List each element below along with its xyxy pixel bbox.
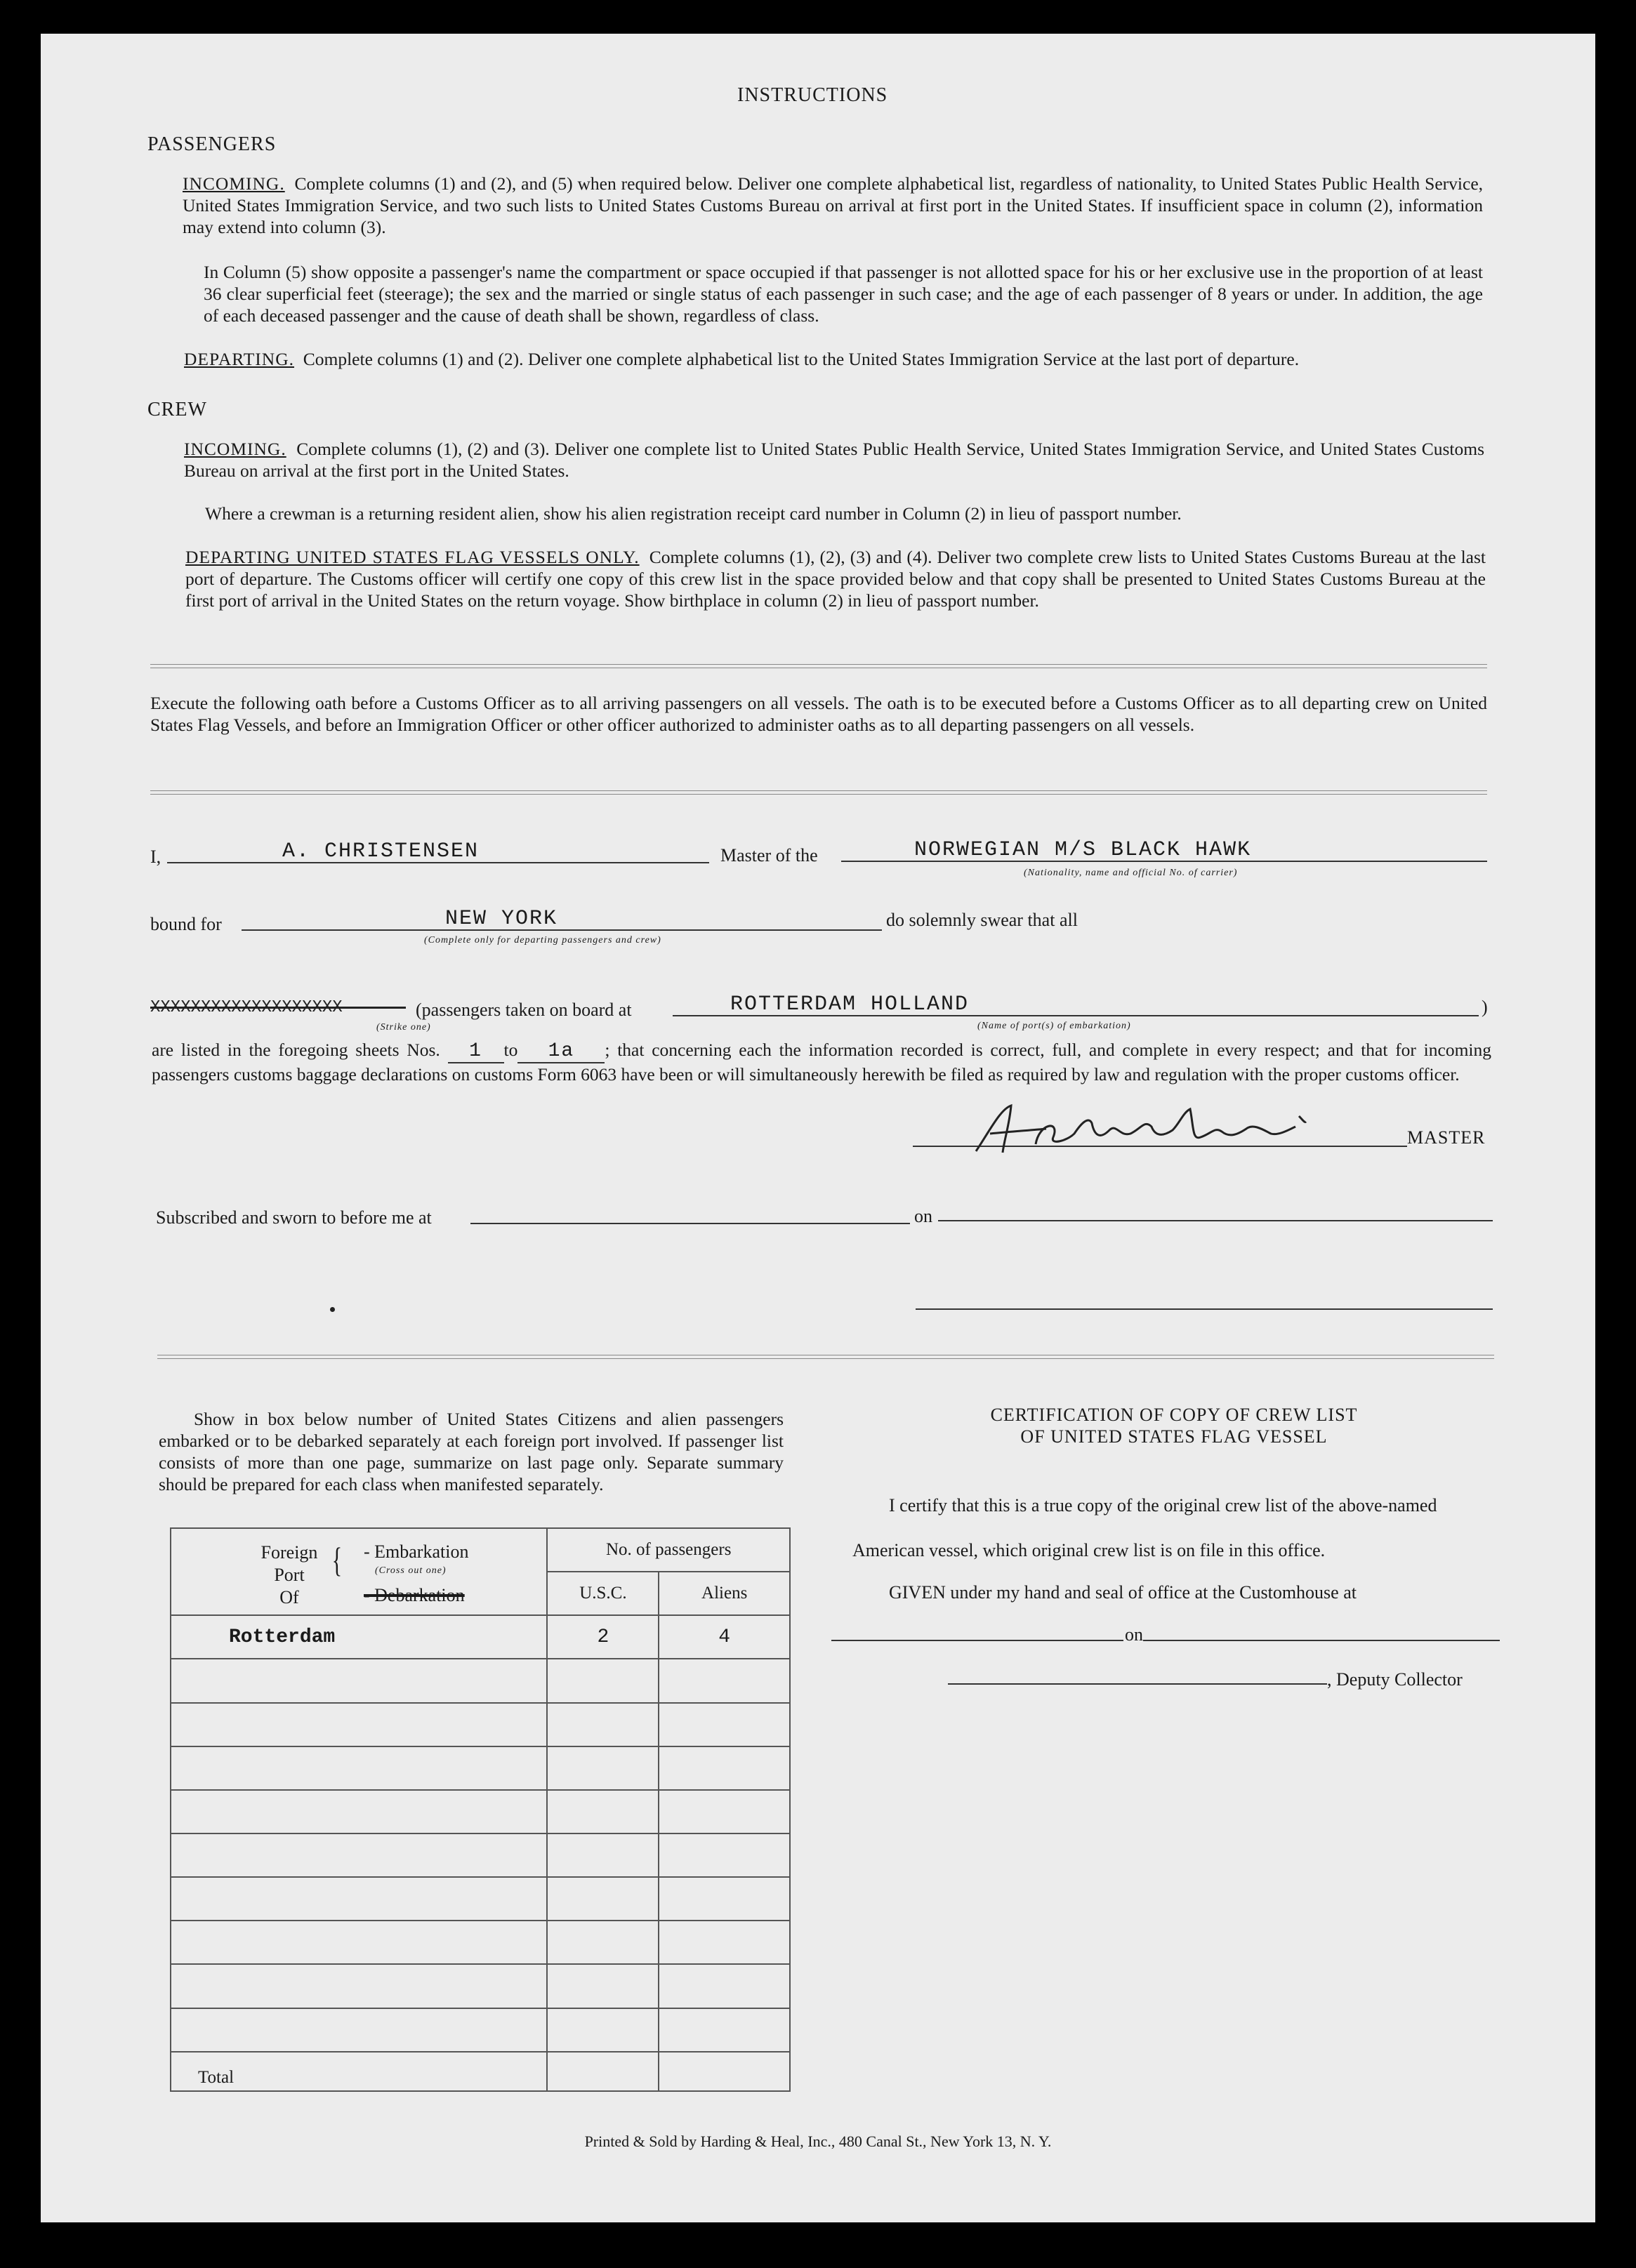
listed-label: are listed in the foregoing sheets Nos. (152, 1040, 440, 1060)
struck-out-text: XXXXXXXXXXXXXXXXXXX (150, 998, 343, 1017)
instructions-title: INSTRUCTIONS (737, 84, 888, 106)
table-body (171, 1615, 790, 2052)
table-row (171, 1659, 790, 1702)
row-port-cell[interactable] (171, 1921, 547, 1964)
passengers-departing-paragraph (184, 348, 1483, 370)
row-aliens-cell[interactable] (659, 1833, 790, 1877)
brace-icon: { (331, 1540, 343, 1579)
row-aliens-cell[interactable] (659, 1703, 790, 1746)
row-usc-cell[interactable] (547, 1921, 659, 1964)
certification-date-line (1143, 1640, 1500, 1641)
cross-out-caption: (Cross out one) (375, 1565, 447, 1576)
passengers-incoming-paragraph (183, 173, 1483, 238)
table-row (171, 2008, 790, 2052)
port-close-paren: ) (1482, 997, 1488, 1017)
destination-line (242, 929, 882, 931)
port-label: Port (274, 1565, 305, 1585)
row-port-cell[interactable] (171, 2008, 547, 2052)
sheet-from[interactable]: 1 (469, 1040, 482, 1062)
row-aliens-cell[interactable] (659, 1790, 790, 1833)
listed-paragraph (152, 1039, 1491, 1085)
section-divider (150, 790, 1487, 795)
subscribed-label: Subscribed and sworn to before me at (156, 1207, 432, 1228)
table-row (171, 1615, 790, 1659)
embarkation-option[interactable]: - Embarkation (364, 1541, 469, 1562)
row-aliens-cell[interactable] (659, 2008, 790, 2052)
sheet-to[interactable]: 1a (548, 1040, 575, 1062)
passengers-column5-paragraph: In Column (5) show opposite a passenger's name the compartment or space occupied if that passenger is not allotted space for his or her exclusive use in the proportion of at least 36 clear superficial feet (steerage); the sex and the married or single status of each passenger in such case; and the age of each passenger of 8 years or under. In addition, the age of each deceased passenger and the cause of death shall be shown, regardless of class. (204, 262, 1483, 326)
row-port-cell[interactable]: Rotterdam (171, 1615, 547, 1659)
table-row (171, 1964, 790, 2008)
total-usc-cell[interactable] (547, 2052, 659, 2091)
oath-i-label: I, (150, 847, 161, 867)
row-usc-cell[interactable] (547, 1964, 659, 2008)
subscribed-place-line (470, 1223, 910, 1224)
officer-signature-line (916, 1308, 1493, 1310)
aliens-header: Aliens (659, 1572, 790, 1615)
section-divider (157, 1355, 1494, 1359)
table-row (171, 1703, 790, 1746)
subscribed-on-label: on (914, 1206, 932, 1226)
total-label: Total (171, 2052, 547, 2091)
taken-on-board-label: (passengers taken on board at (416, 1000, 632, 1020)
row-usc-cell[interactable] (547, 1703, 659, 1746)
table-row (171, 1790, 790, 1833)
row-usc-cell[interactable] (547, 1833, 659, 1877)
row-usc-cell[interactable] (547, 2008, 659, 2052)
row-usc-cell[interactable] (547, 1746, 659, 1790)
port-caption: (Name of port(s) of embarkation) (977, 1021, 1131, 1031)
passengers-departing-label: DEPARTING. (184, 349, 294, 369)
usc-header: U.S.C. (547, 1572, 659, 1615)
master-name[interactable]: A. CHRISTENSEN (282, 840, 480, 863)
total-aliens-cell[interactable] (659, 2052, 790, 2091)
crew-departing-text: Complete columns (1), (2), (3) and (4). Deliver two complete crew lists to United States Customs Bureau at the last port of departure. The Customs officer will certify one copy of this crew list in the space provided below and that copy shall be presented to United States Customs Bureau at the first port of arrival in the United States on the return voyage. Show birthplace in column (2) in lieu of passport number. (185, 547, 1486, 611)
row-aliens-cell[interactable] (659, 1964, 790, 2008)
swear-label: do solemnly swear that all (886, 910, 1078, 930)
row-usc-cell[interactable] (547, 1877, 659, 1921)
row-aliens-cell[interactable] (659, 1746, 790, 1790)
row-port-cell[interactable] (171, 1833, 547, 1877)
row-aliens-cell[interactable] (659, 1877, 790, 1921)
destination-caption: (Complete only for departing passengers and crew) (424, 935, 661, 946)
crew-departing-label: DEPARTING UNITED STATES FLAG VESSELS ONLY. (185, 547, 640, 567)
of-label: Of (279, 1587, 299, 1607)
ink-dot (330, 1307, 335, 1312)
crew-heading: CREW (147, 399, 207, 420)
oath-intro-paragraph: Execute the following oath before a Customs Officer as to all arriving passengers on all vessels. The oath is to be executed before a Customs Officer as to all departing crew on United States Flag Vessels, and before an Immigration Officer or other officer authorized to administer oaths as to all departing passengers on all vessels. (150, 693, 1487, 735)
printer-footer: Printed & Sold by Harding & Heal, Inc., 480 Canal St., New York 13, N. Y. (584, 2133, 1052, 2150)
certification-on-label: on (1125, 1624, 1143, 1645)
passengers-heading: PASSENGERS (147, 133, 277, 155)
debarkation-option[interactable]: - Debarkation (364, 1585, 465, 1605)
table-row (171, 1877, 790, 1921)
crew-departing-paragraph (185, 546, 1486, 611)
embarkation-port[interactable]: ROTTERDAM HOLLAND (730, 993, 970, 1016)
row-port-cell[interactable] (171, 1746, 547, 1790)
port-header-cell (171, 1528, 547, 1615)
crew-incoming-label: INCOMING. (184, 439, 286, 459)
certification-line2: American vessel, which original crew list is on file in this office. (852, 1540, 1326, 1560)
customhouse-place-line (831, 1640, 1123, 1641)
strike-caption: (Strike one) (376, 1022, 431, 1033)
row-port-cell[interactable] (171, 1659, 547, 1702)
concerning-text: ; that concerning each the information recorded is correct, full, and complete in every respect; and that for incoming passengers customs baggage declarations on customs Form 6063 have been or will simultaneously herewith be filed as required by law and regulation with the proper customs officer. (152, 1040, 1491, 1085)
passengers-incoming-text: Complete columns (1) and (2), and (5) when required below. Deliver one complete alphabetical list, regardless of nationality, to United States Public Health Service, United States Immigration Service, and two such lists to United States Customs Bureau on arrival at first port in the United States. If insufficient space in column (2), information may extend into column (3). (183, 173, 1484, 237)
row-port-cell[interactable] (171, 1964, 547, 2008)
master-signature (969, 1102, 1334, 1158)
row-port-cell[interactable] (171, 1790, 547, 1833)
box-instructions-paragraph: Show in box below number of United States Citizens and alien passengers embarked or to be debarked separately at each foreign port involved. If passenger list consists of more than one page, summarize on last page only. Separate summary should be prepared for each class when manifested separately. (159, 1409, 784, 1494)
row-usc-cell[interactable] (547, 1790, 659, 1833)
to-label: to (503, 1040, 518, 1060)
deputy-collector-label: , Deputy Collector (1327, 1669, 1463, 1690)
vessel-name[interactable]: NORWEGIAN M/S BLACK HAWK (914, 838, 1252, 862)
certification-title-line2: OF UNITED STATES FLAG VESSEL (1020, 1426, 1328, 1447)
row-port-cell[interactable] (171, 1877, 547, 1921)
table-row (171, 1921, 790, 1964)
strike-line (150, 1007, 406, 1009)
passengers-incoming-label: INCOMING. (183, 173, 285, 194)
certification-line3: GIVEN under my hand and seal of office at the Customhouse at (889, 1582, 1357, 1603)
deputy-signature-line (948, 1683, 1327, 1685)
row-usc-cell[interactable] (547, 1659, 659, 1702)
table-row (171, 1833, 790, 1877)
crew-resident-paragraph: Where a crewman is a returning resident alien, show his alien registration receipt card number in Column (2) in lieu of passport number. (205, 503, 1182, 524)
no-of-passengers-header: No. of passengers (547, 1528, 790, 1572)
crew-incoming-text: Complete columns (1), (2) and (3). Deliver one complete list to United States Public Health Service, United States Immigration Service, and United States Customs Bureau on arrival at the first port in the United States. (184, 439, 1485, 481)
row-aliens-cell[interactable] (659, 1659, 790, 1702)
master-label: MASTER (1407, 1127, 1486, 1148)
passenger-summary-table (170, 1527, 791, 2092)
row-aliens-cell[interactable]: 4 (659, 1615, 790, 1659)
section-divider (150, 664, 1487, 668)
destination[interactable]: NEW YORK (445, 907, 558, 931)
passengers-departing-text: Complete columns (1) and (2). Deliver one complete alphabetical list to the United States Immigration Service at the last port of departure. (303, 349, 1300, 369)
table-row (171, 1746, 790, 1790)
certification-line1: I certify that this is a true copy of the original crew list of the above-named (889, 1495, 1437, 1516)
subscribed-date-line (938, 1220, 1493, 1221)
vessel-caption: (Nationality, name and official No. of carrier) (1024, 868, 1238, 878)
crew-incoming-paragraph (184, 438, 1484, 482)
row-usc-cell[interactable]: 2 (547, 1615, 659, 1659)
row-port-cell[interactable] (171, 1703, 547, 1746)
master-of-label: Master of the (720, 845, 818, 866)
foreign-label: Foreign (260, 1542, 318, 1563)
certification-title-line1: CERTIFICATION OF COPY OF CREW LIST (990, 1405, 1358, 1425)
certification-title (819, 1404, 1529, 1447)
row-aliens-cell[interactable] (659, 1921, 790, 1964)
bound-for-label: bound for (150, 914, 222, 934)
